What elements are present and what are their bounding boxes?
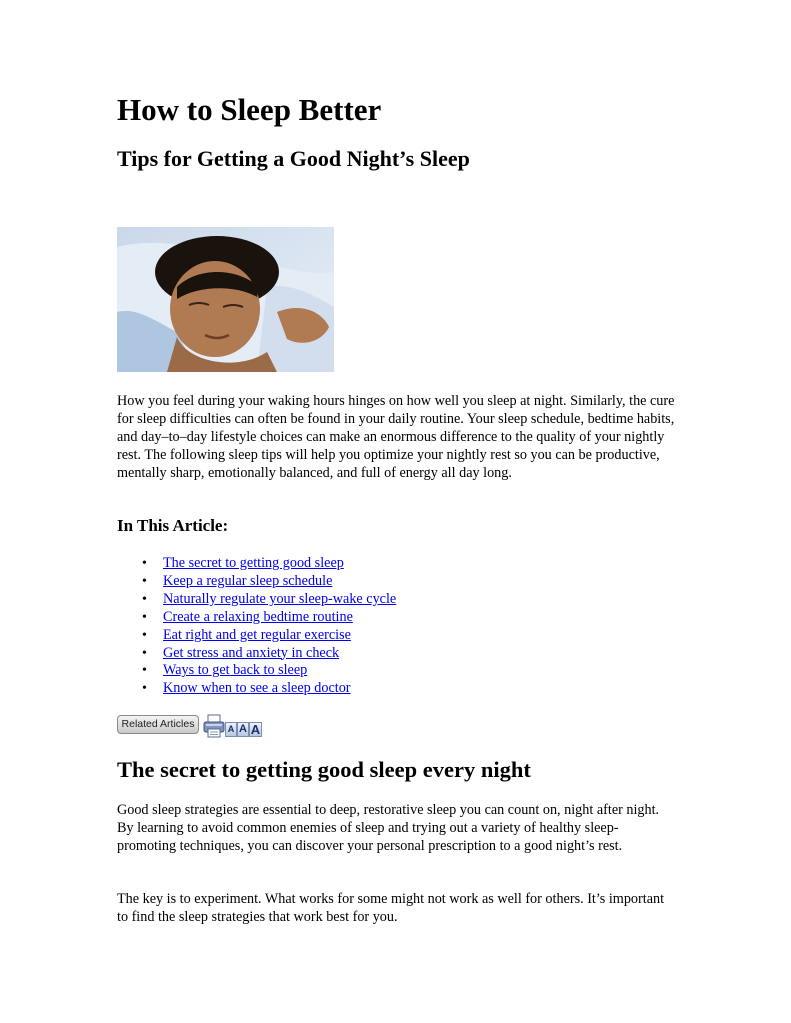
page-title: How to Sleep Better [117,92,382,127]
intro-paragraph: How you feel during your waking hours hinges on how well you sleep at night. Similarly, the cure for sleep difficulties can often be found in your daily routine. Your sleep schedule, bedtime habits, and day–to–day lifestyle choices can make an enormous difference to the quality of your nightly rest. The following sleep tips will help you optimize your nightly rest so you can be productive, mentally sharp, emotionally balanced, and full of energy all day long. [117,393,675,481]
font-size-medium-button[interactable]: A [237,722,249,737]
related-articles-button[interactable]: Related Articles [117,715,199,734]
page-subtitle: Tips for Getting a Good Night’s Sleep [117,146,470,171]
toc-link-sleep-doctor[interactable]: Know when to see a sleep doctor [163,680,351,697]
toc-list [117,555,396,698]
toc-link-schedule[interactable]: Keep a regular sleep schedule [163,572,333,589]
toc-heading: In This Article: [117,516,229,535]
list-item [117,645,396,663]
font-size-small-button[interactable]: A [225,722,237,737]
toc-link-secret[interactable]: The secret to getting good sleep [163,555,344,571]
list-item [117,627,396,645]
font-size-large-button[interactable]: A [250,722,261,737]
list-item [117,680,396,698]
article-toolbar [117,714,277,740]
list-item [117,591,396,609]
printer-icon[interactable] [203,714,225,738]
toc-link-exercise[interactable]: Eat right and get regular exercise [163,626,351,643]
toc-link-cycle[interactable]: Naturally regulate your sleep-wake cycle [163,590,397,607]
list-item [117,662,396,680]
toc-link-stress[interactable]: Get stress and anxiety in check [163,644,340,661]
toc-link-back-to-sleep[interactable]: Ways to get back to sleep [163,662,308,679]
list-item [117,573,396,591]
list-item [117,555,396,573]
section-heading: The secret to getting good sleep every night [117,757,531,782]
list-item [117,609,396,627]
sleeping-man-photo [117,227,334,372]
section-paragraph: The key is to experiment. What works for some might not work as well for others. It’s important to find the sleep strategies that work best for you. [117,891,665,925]
section-paragraph: Good sleep strategies are essential to deep, restorative sleep you can count on, night after night. By learning to avoid common enemies of sleep and trying out a variety of healthy sleep-promoting techniques, you can discover your personal prescription to a good night’s rest. [117,802,660,854]
toc-link-routine[interactable]: Create a relaxing bedtime routine [163,608,353,625]
